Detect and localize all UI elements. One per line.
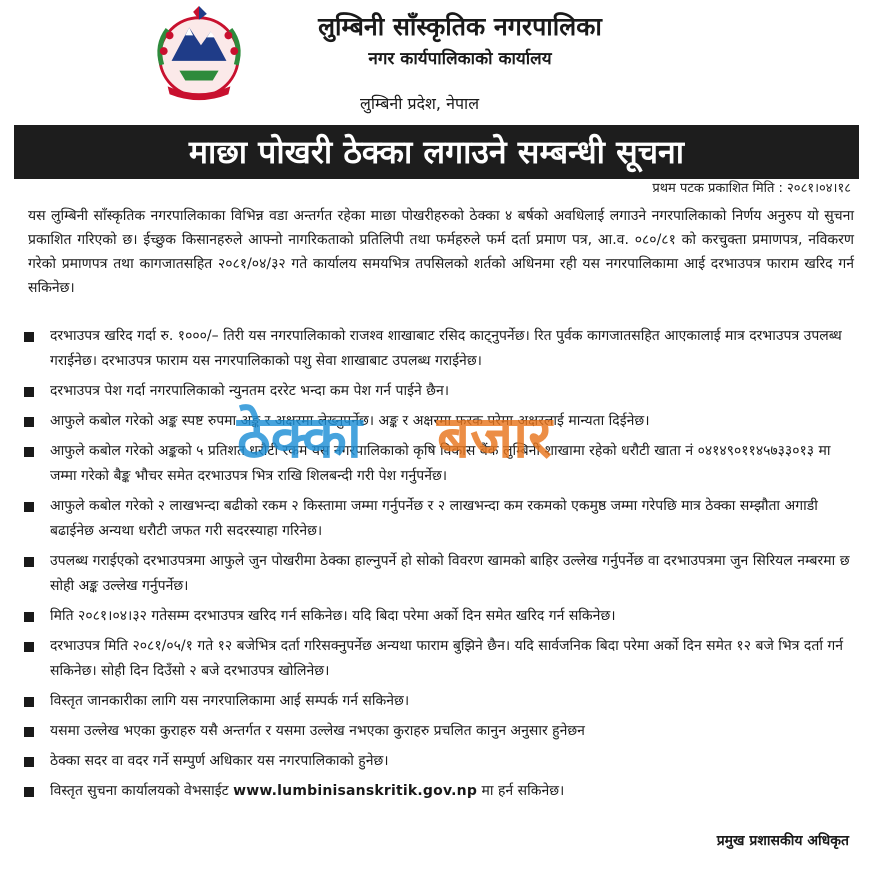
list-item: आफुले कबोल गरेको अङ्कको ५ प्रतिशत धरौटी रकम यस नगरपालिकाको कृषि विकास बैंक लुम्बिनी शाखामा रहेको धरौटी खाता नं ०४१४९०११४५७३३०१३ मा जम्मा गरेको बैङ्क भौचर समेत दरभाउपत्र भित्र राखि शिलबन्दी गरी पेश गर्नुपर्नेछ। xyxy=(24,439,856,489)
first-published-date: प्रथम पटक प्रकाशित मिति : २०८१।०४।१८ xyxy=(652,181,851,196)
website-rule-suffix: मा हर्न सकिनेछ। xyxy=(481,783,565,799)
watermark-part1: ठेक्का xyxy=(237,403,362,471)
list-item: दरभाउपत्र मिति २०८१/०५/१ गते १२ बजेभित्र दर्ता गरिसक्नुपर्नेछ अन्यथा फाराम बुझिने छैन। यदि सार्वजनिक बिदा परेमा अर्को दिन समेत १२ बजे भित्र दर्ता गर्न सकिनेछ। सोही दिन दिउँसो २ बजे दरभाउपत्र खोलिनेछ। xyxy=(24,634,856,684)
bullet-square-icon xyxy=(24,557,34,567)
list-item: ठेक्का सदर वा वदर गर्ने सम्पुर्ण अधिकार यस नगरपालिकाको हुनेछ। xyxy=(24,749,856,774)
bullet-square-icon xyxy=(24,757,34,767)
list-item: दरभाउपत्र पेश गर्दा नगरपालिकाको न्युनतम दररेट भन्दा कम पेश गर्न पाईने छैन। xyxy=(24,379,856,404)
bullet-square-icon xyxy=(24,642,34,652)
list-item: आफुले कबोल गरेको अङ्क स्पष्ट रुपमा अङ्क र अक्षरमा लेख्नुपर्नेछ। अङ्क र अक्षरमा फरक परेमा अक्षरलाई मान्यता दिईनेछ। xyxy=(24,409,856,434)
header-block xyxy=(250,10,670,74)
bullet-square-icon xyxy=(24,502,34,512)
list-item: मिति २०८१।०४।३२ गतेसम्म दरभाउपत्र खरिद गर्न सकिनेछ। यदि बिदा परेमा अर्को दिन समेत खरिद गर्न सकिनेछ। xyxy=(24,604,856,629)
bullet-square-icon xyxy=(24,727,34,737)
list-item: यसमा उल्लेख भएका कुराहरु यसै अन्तर्गत र यसमा उल्लेख नभएका कुराहरु प्रचलित कानुन अनुसार हुनेछन xyxy=(24,719,856,744)
office-name: नगर कार्यपालिकाको कार्यालय xyxy=(368,49,552,69)
bullet-square-icon xyxy=(24,787,34,797)
list-item: विस्तृत जानकारीका लागि यस नगरपालिकामा आई सम्पर्क गर्न सकिनेछ। xyxy=(24,689,856,714)
org-name: लुम्बिनी साँस्कृतिक नगरपालिका xyxy=(318,12,602,41)
list-item: आफुले कबोल गरेको २ लाखभन्दा बढीको रकम २ किस्तामा जम्मा गर्नुपर्नेछ र २ लाखभन्दा कम रकमको एकमुष्ठ जम्मा गरेपछि मात्र ठेक्का सम्झौता अगाडी बढाईनेछ अन्यथा धरौटी जफत गरी सदरस्याहा गरिनेछ। xyxy=(24,494,856,544)
government-emblem-icon xyxy=(150,6,248,104)
list-item: दरभाउपत्र खरिद गर्दा रु. १०००/– तिरी यस नगरपालिकाको राजश्व शाखाबाट रसिद काट्नुपर्नेछ। रित पुर्वक कागजातसहित आएकालाई मात्र दरभाउपत्र उपलब्ध गराईनेछ। दरभाउपत्र फाराम यस नगरपालिकाको पशु सेवा शाखाबाट उपलब्ध गराईनेछ। xyxy=(24,324,856,374)
website-link[interactable]: www.lumbinisanskritik.gov.np xyxy=(233,783,478,799)
signatory-title: प्रमुख प्रशासकीय अधिकृत xyxy=(716,833,849,849)
intro-paragraph: यस लुम्बिनी साँस्कृतिक नगरपालिकाका विभिन्न वडा अन्तर्गत रहेका माछा पोखरीहरुको ठेक्का ४ बर्षको अवधिलाई लगाउने नगरपालिकाको निर्णय अनुरुप यो सुचना प्रकाशित गरिएको छ। ईच्छुक किसानहरुले आफ्नो नागरिकताको प्रतिलिपी तथा फर्महरुले फर्म दर्ता प्रमाण पत्र, आ.व. ०८०/८१ को करचुक्ता प्रमाणपत्र, नविकरण गरेको प्रमाणपत्र तथा कागजातसहित २०८१/०४/३२ गते कार्यालय समयभित्र तपसिलको शर्तको अधिनमा रही यस नगरपालिकामा आई दरभाउपत्र फाराम खरिद गर्न सकिनेछ। xyxy=(28,208,854,296)
rules-list xyxy=(24,324,856,809)
bullet-square-icon xyxy=(24,387,34,397)
bullet-square-icon xyxy=(24,417,34,427)
bullet-square-icon xyxy=(24,447,34,457)
watermark-part2: बजार xyxy=(437,403,552,471)
bullet-square-icon xyxy=(24,612,34,622)
bullet-square-icon xyxy=(24,697,34,707)
notice-title-banner: माछा पोखरी ठेक्का लगाउने सम्बन्धी सूचना xyxy=(14,125,859,179)
list-item: उपलब्ध गराईएको दरभाउपत्रमा आफुले जुन पोखरीमा ठेक्का हाल्नुपर्ने हो सोको विवरण खामको बाहिर उल्लेख गर्नुपर्नेछ वा दरभाउपत्रमा जुन सिरियल नम्बरमा छ सोही अङ्क उल्लेख गर्नुपर्नेछ। xyxy=(24,549,856,599)
bullet-square-icon xyxy=(24,332,34,342)
address: लुम्बिनी प्रदेश, नेपाल xyxy=(360,94,480,113)
website-rule-prefix: विस्तृत सुचना कार्यालयको वेभसाईट xyxy=(50,783,229,799)
website-rule xyxy=(24,779,856,804)
